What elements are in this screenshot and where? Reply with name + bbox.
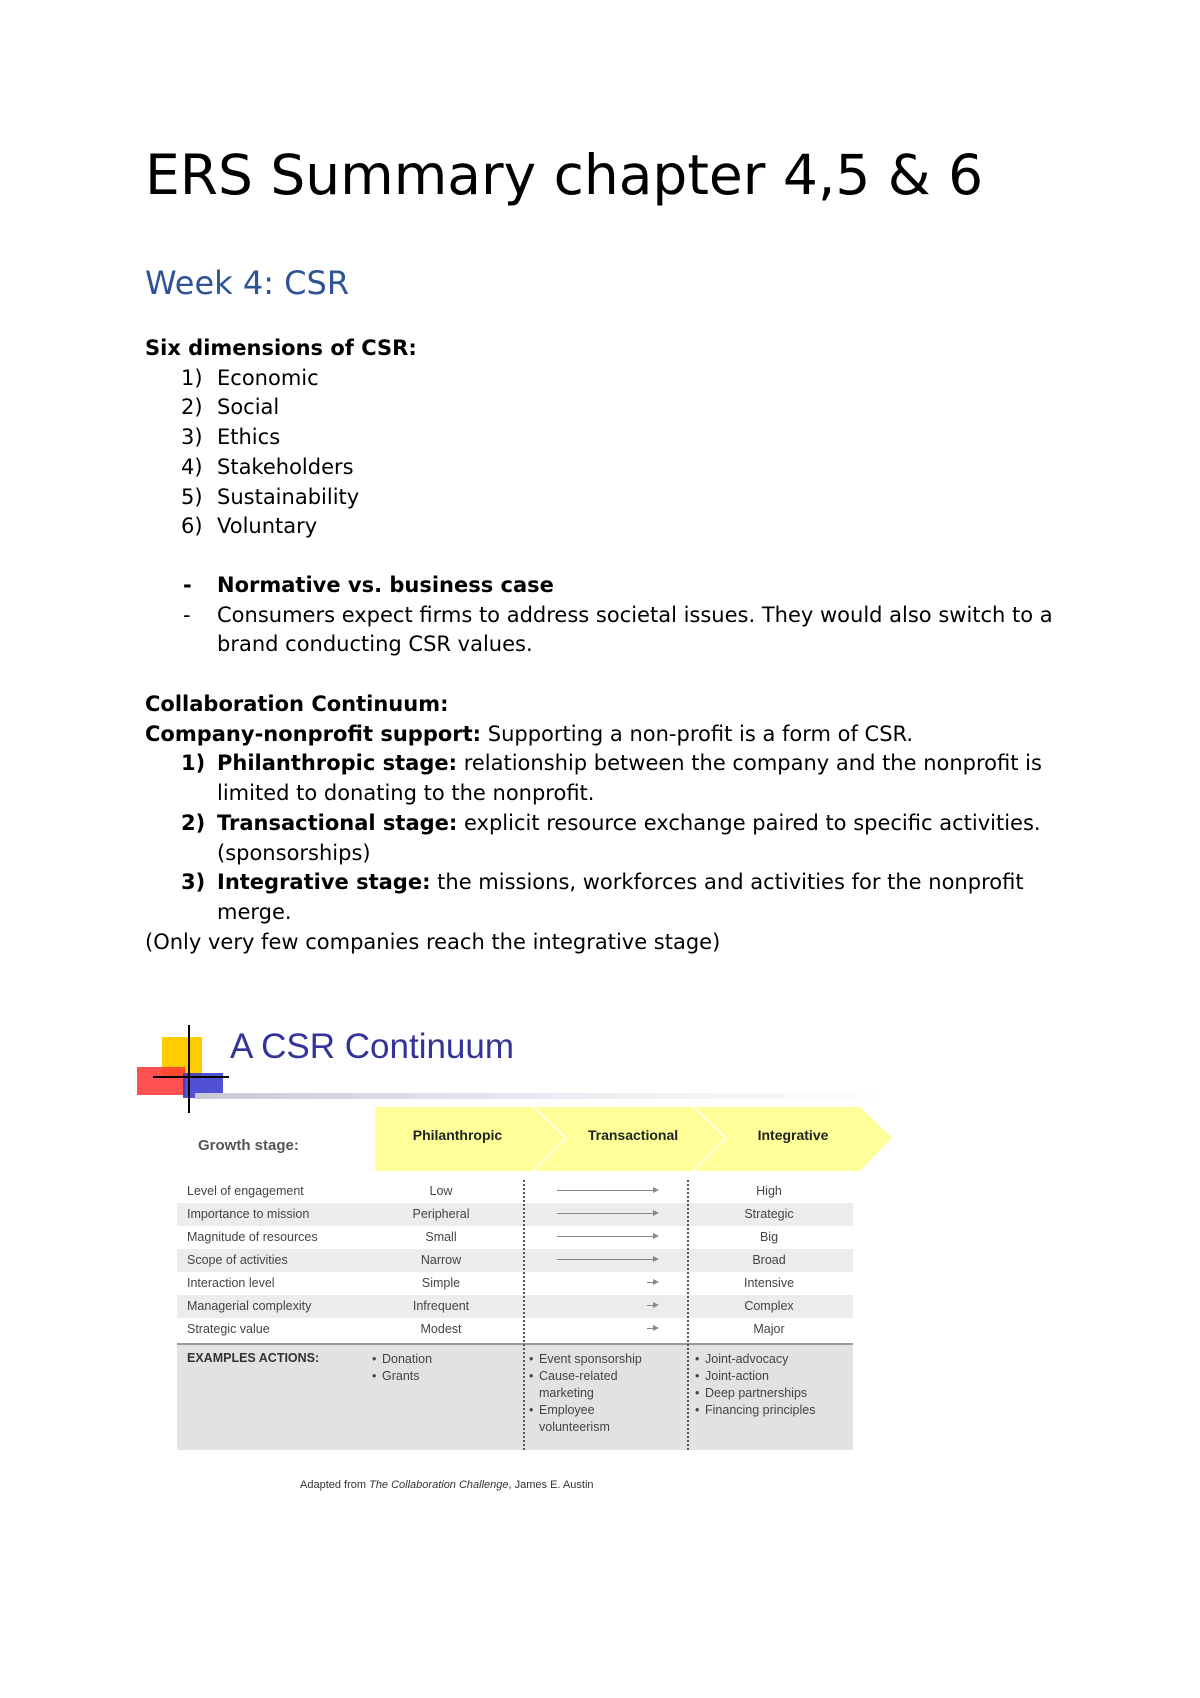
item-number: 2) (181, 810, 206, 835)
row-label: Interaction level (187, 1276, 275, 1290)
dash-item (145, 571, 1080, 601)
row-high-value: Big (759, 1230, 779, 1244)
arrow-icon (647, 1328, 657, 1329)
document-title: ERS Summary chapter 4,5 & 6 (145, 143, 984, 207)
dash-list (145, 571, 1080, 660)
continuum-table (177, 1180, 853, 1341)
stage-label: Integrative stage: (217, 870, 431, 895)
item-number: 3) (181, 870, 206, 895)
stages-note: (Only very few companies reach the integrative stage) (145, 929, 721, 954)
item-text: Voluntary (217, 514, 318, 539)
row-high-value: Intensive (743, 1276, 795, 1290)
stage-label: Transactional stage: (217, 810, 458, 835)
week-heading: Week 4: CSR (145, 264, 350, 302)
csr-continuum-figure (135, 1025, 895, 1495)
item-text: Normative vs. business case (217, 573, 554, 597)
table-row (177, 1180, 853, 1203)
stage-text: the missions, workforces and activities for the nonprofit merge. (217, 870, 1024, 924)
arrow-icon (557, 1259, 657, 1260)
six-dimensions-section (145, 334, 1045, 542)
examples-label: EXAMPLES ACTIONS: (187, 1351, 320, 1365)
examples-transactional (529, 1351, 659, 1436)
row-low-value: Simple (421, 1276, 461, 1290)
example-item: • Event sponsorship (529, 1351, 659, 1368)
figure-caption (300, 1479, 594, 1491)
collaboration-heading: Collaboration Continuum: (145, 692, 449, 716)
row-label: Magnitude of resources (187, 1230, 318, 1244)
item-text: Ethics (217, 425, 281, 450)
examples-integrative (695, 1351, 815, 1419)
row-high-value: Strategic (744, 1207, 794, 1221)
column-divider (687, 1180, 689, 1450)
example-item: • Cause-related marketing (529, 1368, 659, 1402)
example-item: • Grants (372, 1368, 432, 1385)
item-text: Consumers expect firms to address societal issues. They would also switch to a brand conducting CSR values. (217, 602, 1053, 657)
six-dimensions-heading: Six dimensions of CSR: (145, 336, 417, 360)
item-number: 6) (181, 514, 203, 539)
row-high-value: Major (753, 1322, 785, 1336)
stage-item (145, 749, 1080, 808)
examples-row (177, 1345, 853, 1450)
support-paragraph (145, 720, 1080, 750)
example-item: • Employee volunteerism (529, 1402, 659, 1436)
row-label: Strategic value (187, 1322, 270, 1336)
six-dimensions-list (145, 364, 1045, 542)
row-low-value: Small (425, 1230, 457, 1244)
examples-philanthropic (372, 1351, 432, 1385)
dimension-item (145, 364, 1045, 394)
row-low-value: Infrequent (412, 1299, 470, 1313)
row-label: Level of engagement (187, 1184, 304, 1198)
item-text: Sustainability (217, 484, 360, 509)
row-high-value: Complex (744, 1299, 794, 1313)
item-number: 2) (181, 395, 203, 420)
row-low-value: Peripheral (412, 1207, 470, 1221)
row-label: Importance to mission (187, 1207, 310, 1221)
stage-item (145, 809, 1080, 868)
row-label: Scope of activities (187, 1253, 288, 1267)
stage-label: Philanthropic stage: (217, 751, 458, 776)
row-low-value: Modest (420, 1322, 462, 1336)
item-number: 1) (181, 365, 203, 390)
item-text: Stakeholders (217, 454, 354, 479)
column-divider (523, 1180, 525, 1450)
caption-title: The Collaboration Challenge (369, 1479, 509, 1491)
growth-stage-label: Growth stage: (198, 1137, 299, 1154)
table-row (177, 1295, 853, 1318)
stage-text: explicit resource exchange paired to specific activities. (sponsorships) (217, 810, 1041, 865)
figure-title: A CSR Continuum (230, 1027, 515, 1066)
dimension-item (145, 423, 1045, 453)
dash-marker: - (183, 602, 191, 627)
row-high-value: Broad (752, 1253, 786, 1267)
arrow-icon (647, 1282, 657, 1283)
stage-philanthropic: Philanthropic (412, 1127, 503, 1143)
support-text: Supporting a non-profit is a form of CSR. (481, 721, 914, 746)
item-number: 1) (181, 751, 206, 776)
stage-integrative: Integrative (757, 1127, 829, 1143)
row-low-value: Low (429, 1184, 453, 1198)
caption-suffix: , James E. Austin (508, 1479, 594, 1491)
item-number: 5) (181, 484, 203, 509)
row-label: Managerial complexity (187, 1299, 312, 1313)
table-row (177, 1249, 853, 1272)
table-row (177, 1318, 853, 1341)
stages-list (145, 749, 1080, 927)
dash-marker: - (183, 573, 192, 597)
table-row (177, 1203, 853, 1226)
row-high-value: High (756, 1184, 782, 1198)
dimension-item (145, 512, 1045, 542)
arrow-icon (557, 1213, 657, 1214)
item-text: Economic (217, 365, 319, 390)
example-item: • Joint-advocacy (695, 1351, 815, 1368)
dash-item (145, 601, 1080, 660)
example-item: • Financing principles (695, 1402, 815, 1419)
example-item: • Joint-action (695, 1368, 815, 1385)
arrow-icon (557, 1190, 657, 1191)
dimension-item (145, 393, 1045, 423)
arrow-icon (557, 1236, 657, 1237)
collaboration-section (145, 690, 1080, 957)
example-item: • Donation (372, 1351, 432, 1368)
arrow-icon (647, 1305, 657, 1306)
stage-text: relationship between the company and the nonprofit is limited to donating to the nonprofit. (217, 751, 1042, 806)
caption-prefix: Adapted from (300, 1479, 370, 1491)
table-row (177, 1226, 853, 1249)
item-number: 4) (181, 454, 203, 479)
row-low-value: Narrow (420, 1253, 462, 1267)
item-number: 3) (181, 425, 203, 450)
support-label: Company-nonprofit support: (145, 721, 482, 746)
stage-transactional: Transactional (587, 1127, 679, 1143)
dimension-item (145, 453, 1045, 483)
example-item: • Deep partnerships (695, 1385, 815, 1402)
table-row (177, 1272, 853, 1295)
dimension-item (145, 483, 1045, 513)
stage-item (145, 868, 1080, 927)
item-text: Social (217, 395, 280, 420)
